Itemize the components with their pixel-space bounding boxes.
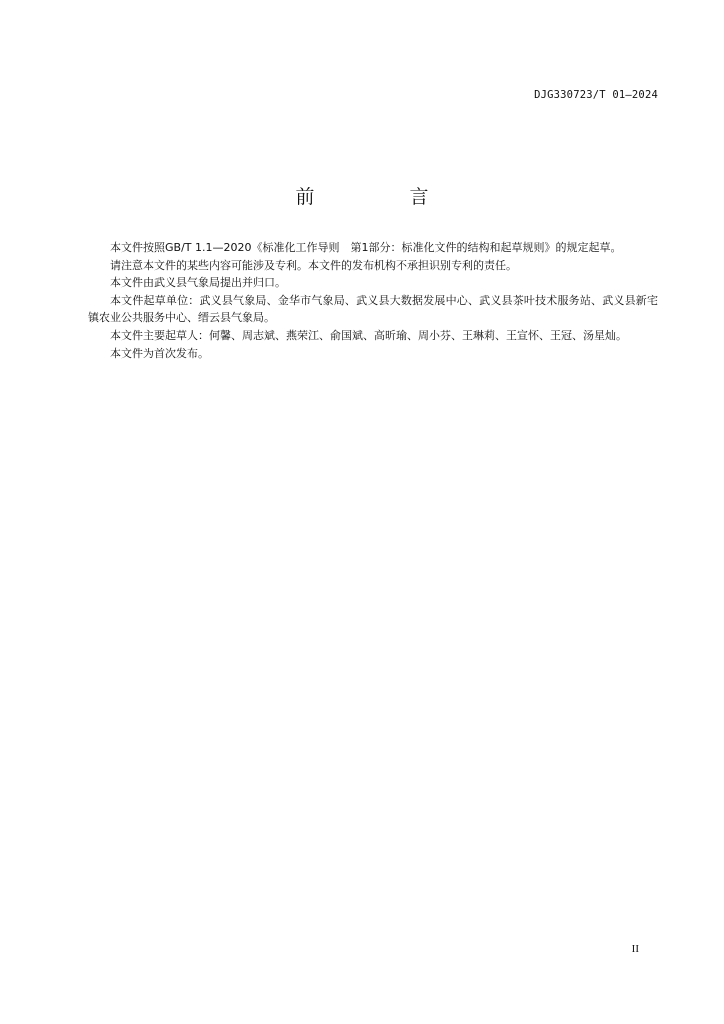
foreword-body xyxy=(88,239,658,362)
paragraph-first-release: 本文件为首次发布。 xyxy=(110,346,209,360)
paragraph-drafting-rules: 本文件按照GB/T 1.1—2020《标准化工作导则 第1部分：标准化文件的结构和起草规则》的规定起草。 xyxy=(110,241,622,254)
paragraph-drafters: 本文件主要起草人：何馨、周志斌、燕荣江、俞国斌、高昕瑜、周小芬、王琳莉、王宣怀、王冠、汤星灿。 xyxy=(110,328,627,342)
paragraph-proposer: 本文件由武义县气象局提出并归口。 xyxy=(110,276,286,290)
paragraph-patent-notice: 请注意本文件的某些内容可能涉及专利。本文件的发布机构不承担识别专利的责任。 xyxy=(110,258,517,272)
section-title: 前 言 xyxy=(295,186,467,208)
paragraph-drafting-units: 本文件起草单位：武义县气象局、金华市气象局、武义县大数据发展中心、武义县茶叶技术服务站、武义县新宅镇农业公共服务中心、缙云县气象局。 xyxy=(88,293,658,325)
document-code: DJG330723/T 01—2024 xyxy=(534,89,658,101)
page-number: II xyxy=(631,943,639,955)
